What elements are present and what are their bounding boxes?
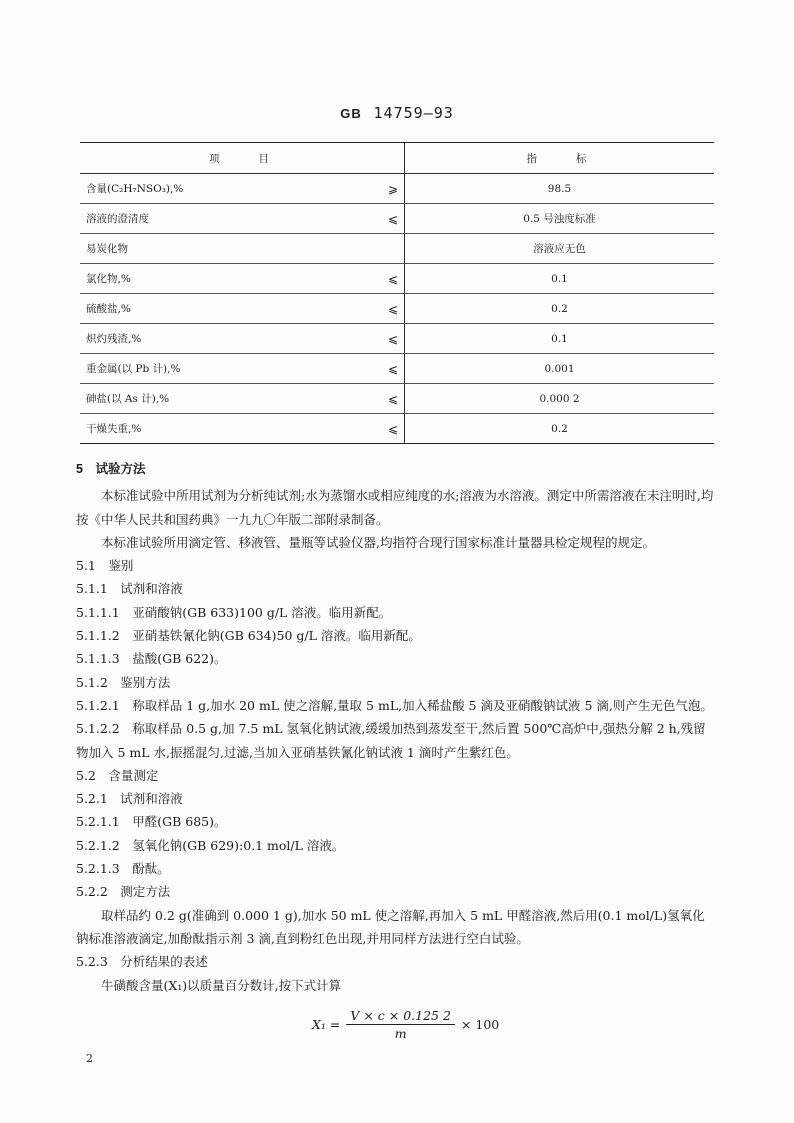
table-row [80, 174, 714, 204]
item-value: 0.000 2 [405, 384, 715, 414]
standard-number: 14759—93 [373, 104, 454, 122]
section-heading-5: 5 试验方法 [76, 462, 146, 476]
item-value: 98.5 [405, 174, 715, 204]
item-name: 含量(C₂H₇NSO₃),% [80, 174, 352, 204]
paragraph: 牛磺酸含量(X₁)以质量百分数计,按下式计算 [101, 977, 342, 993]
comparison-operator: ⩽ [352, 324, 405, 354]
item-value: 0.1 [405, 264, 715, 294]
comparison-operator: ⩾ [352, 174, 405, 204]
table-row [80, 204, 714, 234]
comparison-operator [352, 234, 405, 264]
section-heading-5-2-1: 5.2.1 试剂和溶液 [76, 791, 183, 807]
formula-lhs: X₁ = [312, 1017, 341, 1032]
table-row [80, 354, 714, 384]
item-value: 溶液应无色 [405, 234, 715, 264]
clause: 5.1.2.1 称取样品 1 g,加水 20 mL 使之溶解,量取 5 mL,加入稀盐酸 5 滴及亚硝酸钠试液 5 滴,则产生无色气泡。 [76, 697, 713, 713]
item-name: 干燥失重,% [80, 414, 352, 444]
clause: 5.1.1.2 亚硝基铁氰化钠(GB 634)50 g/L 溶液。临用新配。 [76, 628, 421, 644]
item-value: 0.2 [405, 294, 715, 324]
comparison-operator: ⩽ [352, 264, 405, 294]
table-row [80, 384, 714, 414]
clause: 5.2.1.3 酚酞。 [76, 861, 170, 877]
standard-prefix: GB [340, 106, 362, 121]
section-heading-5-1-1: 5.1.1 试剂和溶液 [76, 581, 183, 597]
clause: 5.2.1.2 氢氧化钠(GB 629):0.1 mol/L 溶液。 [76, 837, 345, 853]
table-row [80, 324, 714, 354]
document-body [76, 458, 716, 997]
comparison-operator: ⩽ [352, 414, 405, 444]
comparison-operator: ⩽ [352, 384, 405, 414]
column-header-item: 项 目 [80, 143, 405, 174]
item-name: 氯化物,% [80, 264, 352, 294]
page-header [0, 104, 794, 122]
item-name: 砷盐(以 As 计),% [80, 384, 352, 414]
item-name: 溶液的澄清度 [80, 204, 352, 234]
item-name: 易炭化物 [80, 234, 352, 264]
table-row [80, 294, 714, 324]
section-heading-5-2: 5.2 含量测定 [76, 767, 159, 783]
section-heading-5-1: 5.1 鉴别 [76, 558, 134, 574]
formula-rhs: × 100 [460, 1017, 500, 1032]
column-header-index: 指 标 [405, 143, 715, 174]
paragraph: 本标准试验所用滴定管、移液管、量瓶等试验仪器,均指符合现行国家标准计量器具检定规程的规定。 [101, 534, 655, 550]
formula-numerator: V × c × 0.125 2 [346, 1008, 455, 1025]
section-heading-5-2-2: 5.2.2 测定方法 [76, 884, 171, 900]
specification-table [80, 142, 714, 444]
content-formula [312, 1008, 499, 1041]
table-row [80, 414, 714, 444]
table-header-row [80, 143, 714, 174]
item-name: 炽灼残渣,% [80, 324, 352, 354]
clause: 5.2.1.1 甲醛(GB 685)。 [76, 814, 227, 830]
section-heading-5-1-2: 5.1.2 鉴别方法 [76, 674, 171, 690]
comparison-operator: ⩽ [352, 354, 405, 384]
item-name: 硫酸盐,% [80, 294, 352, 324]
clause: 5.1.2.2 称取样品 0.5 g,加 7.5 mL 氢氧化钠试液,缓缓加热到蒸发至干,然后置 500℃高炉中,强热分解 2 h,残留物加入 5 mL 水,振摇混匀,过滤,当加入亚硝基铁氰化钠试液 1 滴时产生紫红色。 [76, 721, 706, 760]
comparison-operator: ⩽ [352, 294, 405, 324]
clause: 5.1.1.1 亚硝酸钠(GB 633)100 g/L 溶液。临用新配。 [76, 604, 392, 620]
page-number: 2 [86, 1052, 93, 1065]
clause: 5.1.1.3 盐酸(GB 622)。 [76, 651, 227, 667]
item-value: 0.1 [405, 324, 715, 354]
table-row [80, 234, 714, 264]
item-value: 0.001 [405, 354, 715, 384]
item-value: 0.2 [405, 414, 715, 444]
comparison-operator: ⩽ [352, 204, 405, 234]
paragraph: 取样品约 0.2 g(准确到 0.000 1 g),加水 50 mL 使之溶解,再加入 5 mL 甲醛溶液,然后用(0.1 mol/L)氢氧化钠标准溶液滴定,加酚酞指示剂 3 滴,直到粉红色出现,并用同样方法进行空白试验。 [76, 907, 705, 946]
section-heading-5-2-3: 5.2.3 分析结果的表述 [76, 954, 208, 970]
formula-fraction [346, 1008, 455, 1041]
paragraph: 本标准试验中所用试剂为分析纯试剂;水为蒸馏水或相应纯度的水;溶液为水溶液。测定中所需溶液在未注明时,均按《中华人民共和国药典》一九九〇年版二部附录制备。 [76, 488, 714, 527]
formula-denominator: m [394, 1026, 407, 1041]
item-value: 0.5 号浊度标准 [405, 204, 715, 234]
item-name: 重金属(以 Pb 计),% [80, 354, 352, 384]
table-row [80, 264, 714, 294]
